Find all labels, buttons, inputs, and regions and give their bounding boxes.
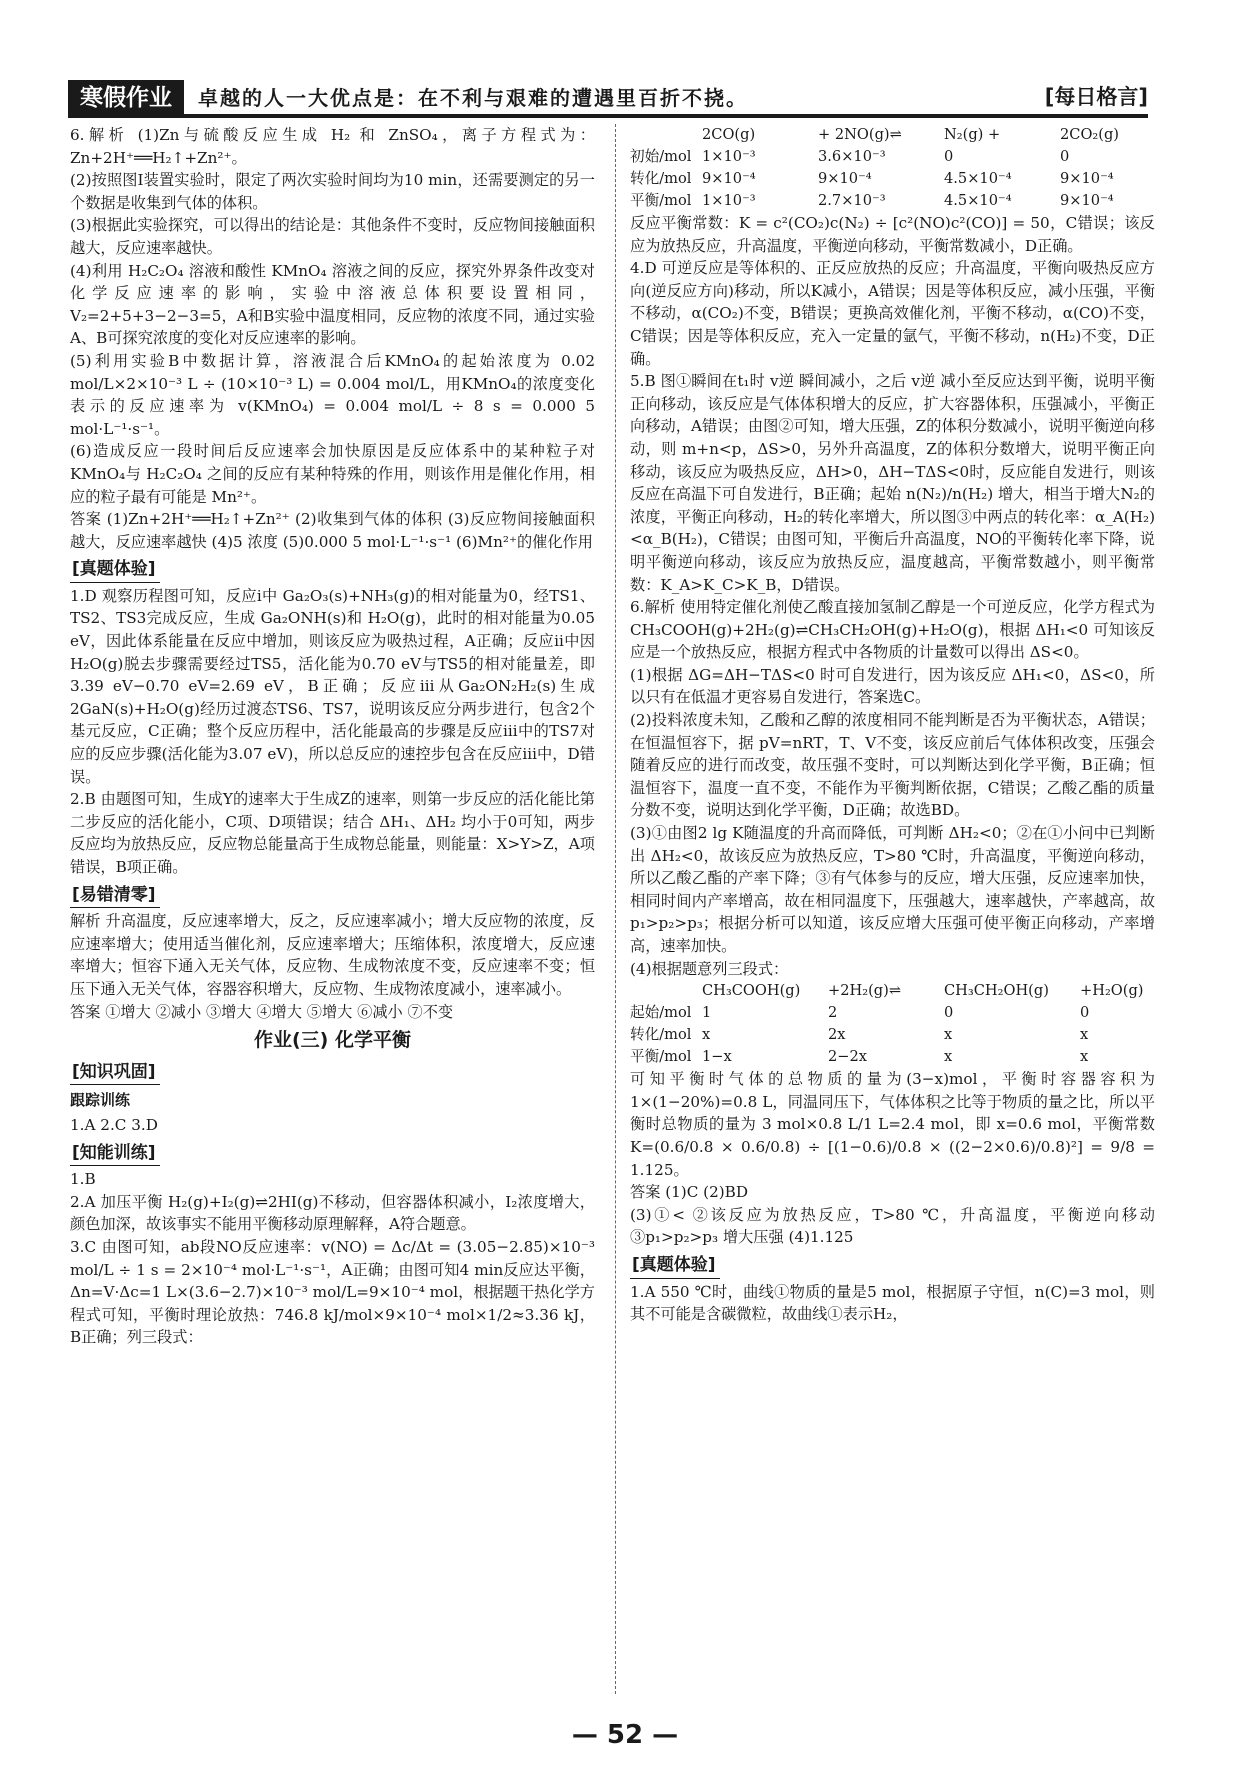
answer-paragraph: 1.B bbox=[70, 1170, 96, 1189]
table-cell: 9×10⁻⁴ bbox=[702, 170, 756, 187]
answer-paragraph: 答案 ①增大 ②减小 ③增大 ④增大 ⑤增大 ⑥减小 ⑦不变 bbox=[70, 1002, 454, 1021]
table-cell: 起始/mol bbox=[630, 1004, 692, 1022]
answer-paragraph: (5)利用实验B中数据计算，溶液混合后KMnO₄的起始浓度为 0.02 mol/L×2×10⁻³ L ÷ (10×10⁻³ L) = 0.004 mol/L，用KMnO₄的浓度变化表示的反应速率为 v(KMnO₄) = 0.004 mol/L ÷ 8 s = 0.000 5 mol·L⁻¹·s⁻¹。 bbox=[70, 351, 595, 438]
table-cell: x bbox=[1080, 1048, 1089, 1066]
table-cell: 0 bbox=[1080, 1004, 1090, 1022]
answer-paragraph: (2)按照图Ⅰ装置实验时，限定了两次实验时间均为10 min，还需要测定的另一个数据是收集到气体的体积。 bbox=[70, 171, 595, 212]
header-motto: 卓越的人一大优点是：在不利与艰难的遭遇里百折不挠。 bbox=[198, 85, 748, 110]
table-cell: +H₂O(g) bbox=[1080, 982, 1144, 1000]
answer-paragraph: (4)根据题意列三段式： bbox=[630, 959, 789, 978]
answer-paragraph: (2)投料浓度未知，乙酸和乙醇的浓度相同不能判断是否为平衡状态，A错误；在恒温恒容下，据 pV=nRT，T、V不变，该反应前后气体体积改变，压强会随着反应的进行而改变，故压强不变时，可以判断达到化学平衡，B正确；恒温恒容下，温度一直不变，不能作为平衡判断依据，C错误；乙酸乙酯的质量分数不变，说明达到化学平衡，D正确；故选BD。 bbox=[630, 711, 1155, 820]
right-column-block-b bbox=[630, 1068, 1155, 1326]
table-cell: x bbox=[702, 1026, 711, 1044]
page-header bbox=[68, 78, 1148, 118]
answer-paragraph: 1.D 观察历程图可知，反应ⅰ中 Ga₂O₃(s)+NH₃(g)的相对能量为0，经TS1、TS2、TS3完成反应，生成 Ga₂ONH(s)和 H₂O(g)，此时的相对能量为0.05 eV，因此体系能量在反应中增加，则该反应为吸热过程，A正确；反应ⅱ中因 H₂O(g)脱去步骤需要经过TS5，活化能为0.70 eV与TS5的相对能量差，即3.39 eV−0.70 eV=2.69 eV，B正确；反应ⅲ从Ga₂ON₂H₂(s)生成2GaN(s)+H₂O(g)经历过渡态TS6、TS7，说明该反应分两步进行，包含2个基元反应，C正确；整个反应历程中，活化能最高的步骤是反应ⅲ中的TS7对应的反应步骤(活化能为3.07 eV)，所以总反应的速控步包含在反应ⅲ中，D错误。 bbox=[70, 586, 595, 786]
table-cell: x bbox=[944, 1048, 953, 1066]
page-number: — 52 — bbox=[571, 1720, 679, 1750]
answer-paragraph: 6.解析 使用特定催化剂使乙酸直接加氢制乙醇是一个可逆反应，化学方程式为 CH₃COOH(g)+2H₂(g)⇌CH₃CH₂OH(g)+H₂O(g)，根据 ΔH₁<0 可知该反应是一个放热反应，根据方程式中各物质的计量数可以得出 ΔS<0。 bbox=[630, 598, 1155, 662]
table-cell: 平衡/mol bbox=[630, 1048, 692, 1066]
answer-paragraph: 2.B 由题图可知，生成Y的速率大于生成Z的速率，则第一步反应的活化能比第二步反应的活化能小，C项、D项错误；结合 ΔH₁、ΔH₂ 均小于0可知，两步反应均为放热反应，反应物总能量高于生成物总能量，则能量：X>Y>Z，A项错误，B项正确。 bbox=[70, 790, 595, 876]
section-heading: [ 知能训练 ] bbox=[70, 1142, 160, 1167]
answer-paragraph: 4.D 可逆反应是等体积的、正反应放热的反应；升高温度，平衡向吸热反应方向(逆反应方向)移动，所以K减小，A错误；因是等体积反应，减小压强，平衡不移动，α(CO₂)不变，B错误；更换高效催化剂，平衡不移动，α(CO)不变，C错误；因是等体积反应，充入一定量的氩气，平衡不移动，n(H₂)不变，D正确。 bbox=[630, 259, 1155, 368]
table-cell: 平衡/mol bbox=[630, 192, 692, 209]
answer-paragraph: 1.A 2.C 3.D bbox=[70, 1115, 158, 1134]
table-cell: 4.5×10⁻⁴ bbox=[944, 170, 1012, 187]
table-cell: 初始/mol bbox=[630, 148, 692, 165]
table-cell: x bbox=[944, 1026, 953, 1044]
header-badge: 寒假作业 bbox=[68, 80, 184, 116]
left-column bbox=[70, 124, 595, 1349]
table-cell: 0 bbox=[944, 1004, 954, 1022]
sub-heading: 跟踪训练 bbox=[70, 1091, 131, 1110]
table-cell: 1×10⁻³ bbox=[702, 192, 756, 209]
answer-paragraph: (4)利用 H₂C₂O₄ 溶液和酸性 KMnO₄ 溶液之间的反应，探究外界条件改变对化学反应速率的影响，实验中溶液总体积要设置相同，V₂=2+5+3−2−3=5，A和B实验中温度相同，反应物的浓度不同，通过实验A、B可探究浓度的变化对反应速率的影响。 bbox=[70, 261, 595, 348]
answer-paragraph: 答案 (1)C (2)BD bbox=[630, 1183, 749, 1202]
table-cell bbox=[630, 980, 696, 1002]
answer-paragraph: 1.A 550 ℃时，曲线①物质的量是5 mol，根据原子守恒，n(C)=3 mol，则其不可能是含碳微粒，故曲线①表示H₂， bbox=[630, 1282, 1155, 1324]
table-cell: 2x bbox=[828, 1026, 846, 1044]
answer-paragraph: (6)造成反应一段时间后反应速率会加快原因是反应体系中的某种粒子对KMnO₄与 H₂C₂O₄ 之间的反应有某种特殊的作用，则该作用是催化作用，相应的粒子最有可能是 Mn²⁺。 bbox=[70, 442, 595, 506]
table-cell: + 2NO(g)⇌ bbox=[818, 126, 902, 143]
answer-paragraph: 5.B 图①瞬间在t₁时 v逆 瞬间减小，之后 v逆 减小至反应达到平衡，说明平衡正向移动，该反应是气体体积增大的反应，扩大容器体积，压强减小，平衡正向移动，A错误；由图②可知，增大压强，Z的体积分数减小，说明平衡逆向移动，则 m+n<p，ΔS>0，另外升高温度，Z的体积分数增大，说明平衡正向移动，该反应为吸热反应，ΔH>0，ΔH−TΔS<0时，反应能自发进行，则该反应在高温下可自发进行，B正确；起始 n(N₂)/n(H₂) 增大，相当于增大N₂的浓度，平衡正向移动，H₂的转化率增大，所以图③中两点的转化率：α_A(H₂)<α_B(H₂)，C错误；由图可知，平衡后升高温度，NO的平衡转化率下降，说明平衡逆向移动，该反应为放热反应，温度越高，平衡常数越小，则平衡常数：K_A>K_C>K_B，D错误。 bbox=[630, 372, 1155, 594]
table-cell: CH₃COOH(g) bbox=[702, 982, 801, 1000]
answer-paragraph: 6.解析 (1)Zn与硫酸反应生成 H₂ 和 ZnSO₄，离子方程式为：Zn+2H⁺══H₂↑+Zn²⁺。 bbox=[70, 126, 595, 167]
column-divider bbox=[615, 124, 616, 1694]
equilibrium-table-co-no bbox=[630, 124, 1155, 212]
answer-paragraph: 解析 升高温度，反应速率增大，反之，反应速率减小；增大反应物的浓度，反应速率增大；使用适当催化剂，反应速率增大；压缩体积，浓度增大，反应速率增大；恒容下通入无关气体，反应物、生成物浓度不变，反应速率不变；恒压下通入无关气体，容器容积增大，反应物、生成物浓度减小，速率减小。 bbox=[70, 912, 595, 998]
table-cell: +2H₂(g)⇌ bbox=[828, 982, 902, 1000]
section-heading: [ 易错清零 ] bbox=[70, 884, 160, 909]
table-cell: 1−x bbox=[702, 1048, 732, 1066]
section-heading: [ 真题体验 ] bbox=[630, 1254, 720, 1279]
table-cell: 2 bbox=[828, 1004, 838, 1022]
answer-paragraph: 2.A 加压平衡 H₂(g)+I₂(g)⇌2HI(g)不移动，但容器体积减小，I₂浓度增大，颜色加深，故该事实不能用平衡移动原理解释，A符合题意。 bbox=[70, 1192, 595, 1234]
table-cell: 转化/mol bbox=[630, 1026, 692, 1044]
answer-paragraph: (3)①< ②该反应为放热反应，T>80 ℃，升高温度，平衡逆向移动 ③p₁>p₂>p₃ 增大压强 (4)1.125 bbox=[630, 1205, 1155, 1247]
table-cell: x bbox=[1080, 1026, 1089, 1044]
right-column bbox=[630, 124, 1155, 1326]
table-cell bbox=[630, 124, 696, 146]
table-cell: CH₃CH₂OH(g) bbox=[944, 982, 1049, 1000]
header-tag: [每日格言] bbox=[1044, 85, 1148, 109]
answer-paragraph: 可知平衡时气体的总物质的量为(3−x)mol，平衡时容器容积为1×(1−20%)=0.8 L，同温同压下，气体体积之比等于物质的量之比，所以平衡时总物质的量为 3 mol×0.8 L/1 L=2.4 mol，即 x=0.6 mol，平衡常数 K=(0.6/0.8 × 0.6/0.8) ÷ [(1−0.6)/0.8 × ((2−2×0.6)/0.8)²] = 9/8 = 1.125。 bbox=[630, 1070, 1155, 1179]
table-cell: 2−2x bbox=[828, 1048, 868, 1066]
answer-paragraph: (3)①由图2 lg K随温度的升高而降低，可判断 ΔH₂<0；②在①小问中已判断出 ΔH₂<0，故该反应为放热反应，T>80 ℃时，升高温度，平衡逆向移动，所以乙酸乙酯的产率下降；③有气体参与的反应，增大压强，反应速率加快，相同时间内产率增高，故在相同温度下，压强越大，速率越快，产率越高，故 p₁>p₂>p₃；根据分析可以知道，该反应增大压强可使平衡正向移动，产率增高，速率加快。 bbox=[630, 824, 1155, 955]
table-cell: N₂(g) + bbox=[944, 126, 1001, 143]
assignment-title: 作业(三) 化学平衡 bbox=[254, 1029, 411, 1052]
table-cell: 转化/mol bbox=[630, 170, 692, 187]
table-cell: 2CO(g) bbox=[702, 126, 756, 143]
answer-paragraph: 答案 (1)Zn+2H⁺══H₂↑+Zn²⁺ (2)收集到气体的体积 (3)反应物间接触面积越大，反应速率越快 (4)5 浓度 (5)0.000 5 mol·L⁻¹·s⁻¹ (6)Mn²⁺的催化作用 bbox=[70, 510, 595, 551]
answer-paragraph: 3.C 由图可知，ab段NO反应速率：v(NO) = Δc/Δt = (3.05−2.85)×10⁻³ mol/L ÷ 1 s = 2×10⁻⁴ mol·L⁻¹·s⁻¹，A正确；由图可知4 min反应达平衡，Δn=V·Δc=1 L×(3.6−2.7)×10⁻³ mol/L=9×10⁻⁴ mol，根据题干热化学方程式可知，平衡时理论放热：746.8 kJ/mol×9×10⁻⁴ mol×1/2≈3.36 kJ，B正确；列三段式： bbox=[70, 1237, 595, 1347]
section-heading: [ 真题体验 ] bbox=[70, 558, 160, 583]
answer-paragraph: 反应平衡常数：K = c²(CO₂)c(N₂) ÷ [c²(NO)c²(CO)] = 50，C错误；该反应为放热反应，升高温度，平衡逆向移动，平衡常数减小，D正确。 bbox=[630, 214, 1155, 255]
equilibrium-table-ethanol bbox=[630, 980, 1155, 1068]
table-cell: 0 bbox=[1060, 148, 1070, 165]
answer-paragraph: (3)根据此实验探究，可以得出的结论是：其他条件不变时，反应物间接触面积越大，反应速率越快。 bbox=[70, 216, 595, 257]
table-cell: 9×10⁻⁴ bbox=[1060, 192, 1114, 209]
table-cell: 9×10⁻⁴ bbox=[818, 170, 872, 187]
table-cell: 0 bbox=[944, 148, 954, 165]
answer-paragraph: (1)根据 ΔG=ΔH−TΔS<0 时可自发进行，因为该反应 ΔH₁<0，ΔS<0，所以只有在低温才更容易自发进行，答案选C。 bbox=[630, 665, 1155, 707]
table-cell: 9×10⁻⁴ bbox=[1060, 170, 1114, 187]
table-cell: 2CO₂(g) bbox=[1060, 126, 1119, 143]
table-cell: 4.5×10⁻⁴ bbox=[944, 192, 1012, 209]
table-cell: 3.6×10⁻³ bbox=[818, 148, 886, 165]
table-cell: 1 bbox=[702, 1004, 712, 1022]
section-heading: [ 知识巩固 ] bbox=[70, 1061, 160, 1086]
table-cell: 1×10⁻³ bbox=[702, 148, 756, 165]
right-column-block-a bbox=[630, 212, 1155, 980]
table-cell: 2.7×10⁻³ bbox=[818, 192, 886, 209]
